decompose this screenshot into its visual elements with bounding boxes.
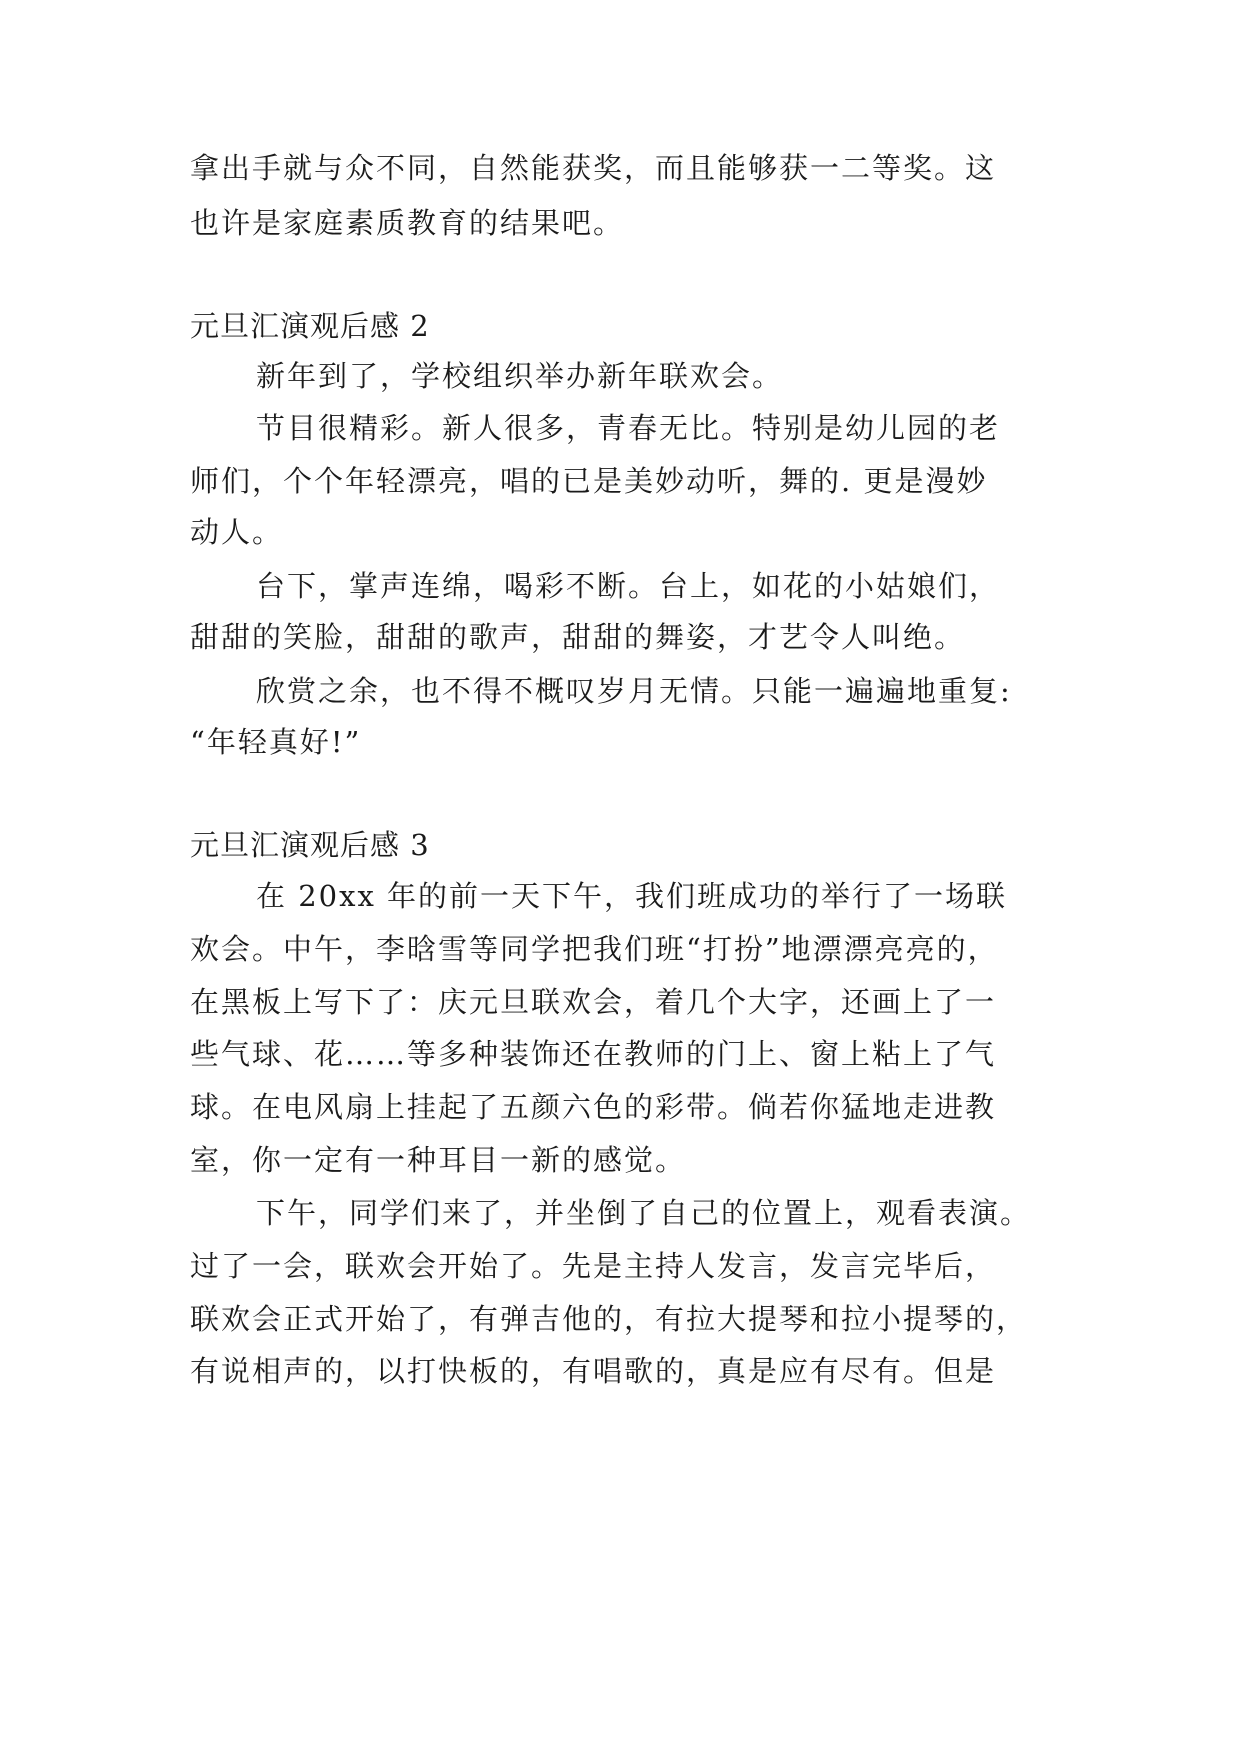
- paragraph-line: 些气球、花……等多种装饰还在教师的门上、窗上粘上了气: [190, 1037, 997, 1071]
- paragraph-line: 在黑板上写下了：庆元旦联欢会，着几个大字，还画上了一: [190, 985, 997, 1019]
- paragraph-line: 有说相声的，以打快板的，有唱歌的，真是应有尽有。但是: [190, 1354, 997, 1388]
- paragraph-line: 球。在电风扇上挂起了五颜六色的彩带。倘若你猛地走进教: [190, 1090, 997, 1124]
- paragraph-line: 也许是家庭素质教育的结果吧。: [190, 206, 625, 240]
- paragraph-line: 欣赏之余，也不得不概叹岁月无情。只能一遍遍地重复:: [256, 674, 1012, 708]
- paragraph-line: “年轻真好!”: [190, 725, 362, 759]
- paragraph-line: 在 20xx 年的前一天下午，我们班成功的举行了一场联: [256, 879, 1008, 913]
- section-title: 元旦汇演观后感 3: [190, 828, 430, 862]
- paragraph-line: 师们，个个年轻漂亮，唱的已是美妙动听，舞的. 更是漫妙: [190, 464, 988, 498]
- paragraph-line: 动人。: [190, 515, 284, 549]
- paragraph-line: 甜甜的笑脸，甜甜的歌声，甜甜的舞姿，才艺令人叫绝。: [190, 620, 966, 654]
- paragraph-line: 下午，同学们来了，并坐倒了自己的位置上，观看表演。: [256, 1196, 1032, 1230]
- paragraph-line: 室，你一定有一种耳目一新的感觉。: [190, 1143, 687, 1177]
- section-title: 元旦汇演观后感 2: [190, 309, 430, 343]
- paragraph-line: 拿出手就与众不同，自然能获奖，而且能够获一二等奖。这: [190, 151, 997, 185]
- paragraph-line: 过了一会，联欢会开始了。先是主持人发言，发言完毕后，: [190, 1249, 997, 1283]
- paragraph-line: 台下，掌声连绵，喝彩不断。台上，如花的小姑娘们，: [256, 569, 1001, 603]
- paragraph-line: 欢会。中午，李晗雪等同学把我们班“打扮”地漂漂亮亮的，: [190, 932, 999, 966]
- paragraph-line: 新年到了，学校组织举办新年联欢会。: [256, 359, 784, 393]
- paragraph-line: 联欢会正式开始了，有弹吉他的，有拉大提琴和拉小提琴的，: [190, 1302, 1028, 1336]
- paragraph-line: 节目很精彩。新人很多，青春无比。特别是幼儿园的老: [256, 411, 1001, 445]
